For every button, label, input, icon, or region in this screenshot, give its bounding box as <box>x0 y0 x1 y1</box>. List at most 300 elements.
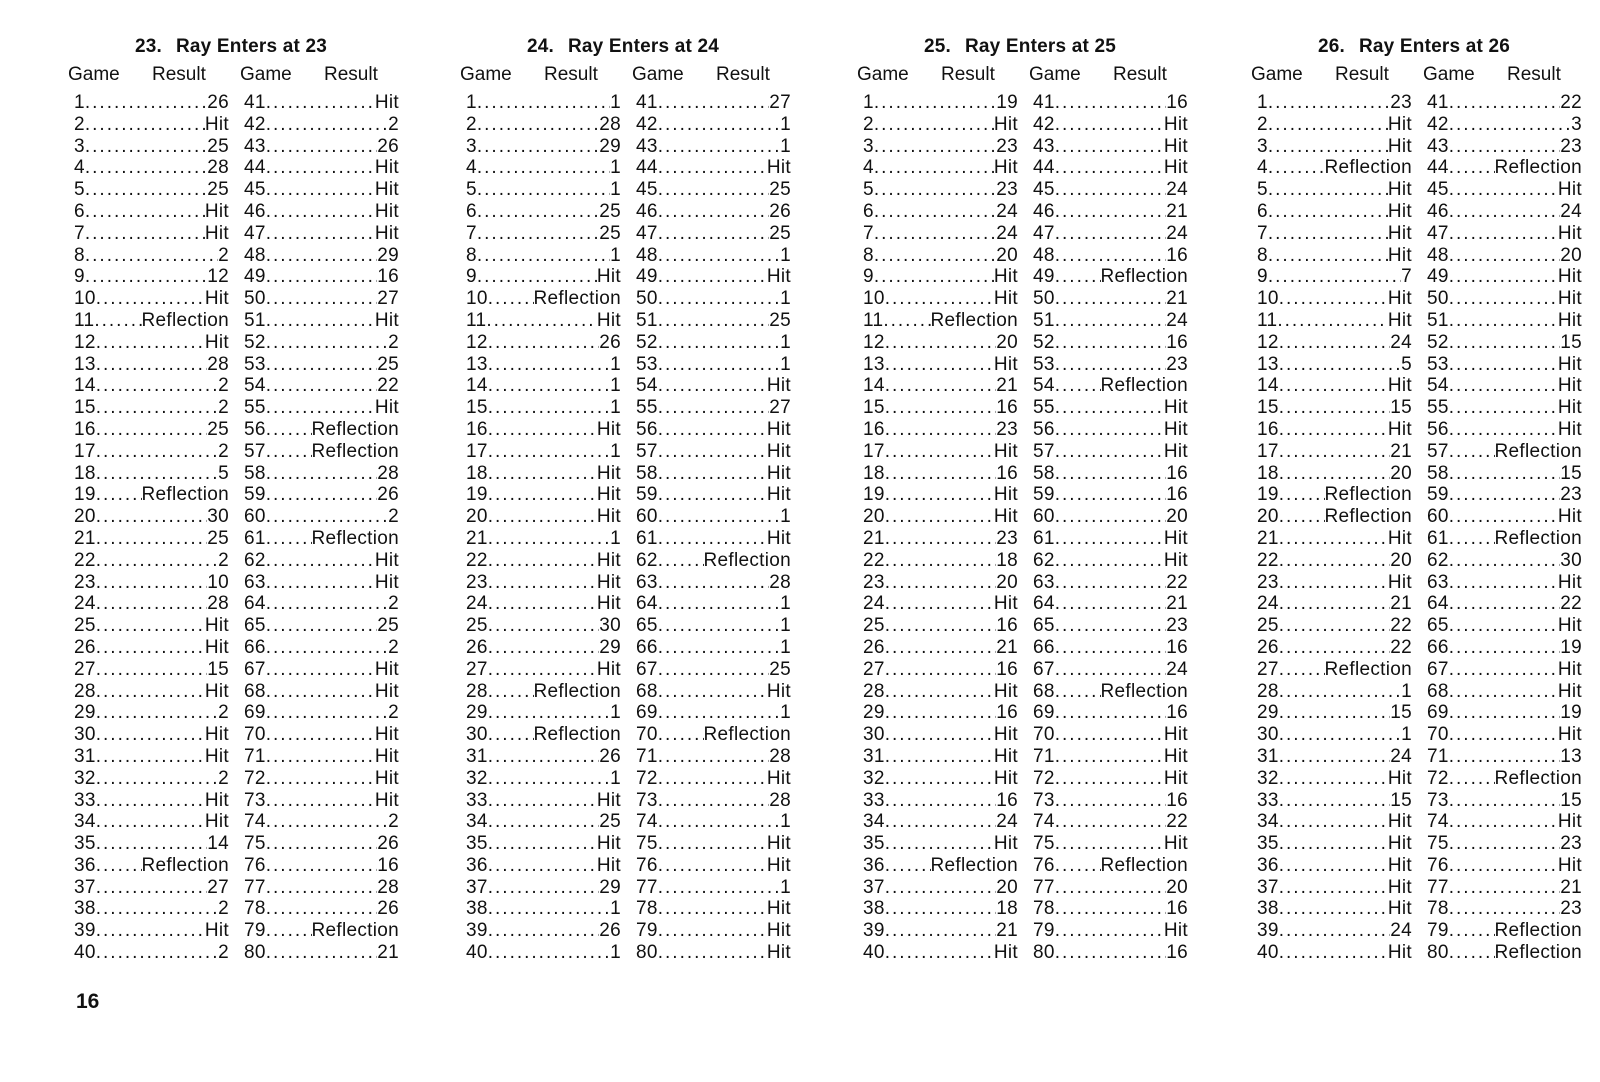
table-row <box>636 266 791 288</box>
game-number: 58 <box>1427 462 1449 484</box>
game-result: Hit <box>374 200 399 222</box>
table-row <box>244 681 399 703</box>
game-result: 28 <box>377 462 399 484</box>
dot-leader <box>1055 375 1101 397</box>
dot-leader <box>885 572 997 594</box>
table-row <box>863 245 1018 267</box>
game-result: Hit <box>1387 571 1412 593</box>
game-number: 35 <box>466 833 488 855</box>
game-result: Hit <box>766 680 791 702</box>
game-number: 19 <box>74 484 96 506</box>
game-number: 14 <box>466 375 488 397</box>
game-result: Hit <box>766 484 791 506</box>
table-row <box>863 681 1018 703</box>
game-result: 22 <box>1390 615 1412 637</box>
game-number: 72 <box>636 767 658 789</box>
dot-leader <box>266 310 375 332</box>
table-row <box>863 920 1018 942</box>
dot-leader <box>1449 746 1561 768</box>
rows-41-80 <box>1427 92 1582 964</box>
game-number: 36 <box>466 854 488 876</box>
game-number: 31 <box>74 745 96 767</box>
dot-leader <box>266 441 312 463</box>
game-number: 31 <box>466 745 488 767</box>
game-number: 65 <box>636 615 658 637</box>
table-row <box>636 506 791 528</box>
table-row <box>74 332 229 354</box>
rows-1-40 <box>863 92 1018 964</box>
table-row <box>466 637 621 659</box>
table-row <box>466 266 621 288</box>
game-number: 67 <box>244 658 266 680</box>
dot-leader <box>266 790 375 812</box>
table-row <box>1033 768 1188 790</box>
dot-leader <box>1268 92 1390 114</box>
dot-leader <box>658 179 770 201</box>
table-row <box>244 833 399 855</box>
game-result: 26 <box>377 135 399 157</box>
table-row <box>1033 572 1188 594</box>
dot-leader <box>488 506 597 528</box>
table-row <box>244 702 399 724</box>
dot-leader <box>1279 397 1391 419</box>
game-number: 28 <box>74 680 96 702</box>
dot-leader <box>1279 572 1388 594</box>
dot-leader <box>1055 572 1167 594</box>
game-result: Hit <box>374 309 399 331</box>
table-row <box>74 898 229 920</box>
dot-leader <box>874 179 996 201</box>
game-result: Hit <box>374 767 399 789</box>
game-number: 50 <box>244 288 266 310</box>
table-row <box>1257 877 1412 899</box>
game-result: 26 <box>769 200 791 222</box>
dot-leader <box>1055 288 1167 310</box>
game-number: 68 <box>1033 680 1055 702</box>
table-row <box>1033 746 1188 768</box>
game-number: 27 <box>74 658 96 680</box>
dot-leader <box>658 833 767 855</box>
table-row <box>1033 855 1188 877</box>
column-header-result: Result <box>1113 64 1167 85</box>
dot-leader <box>658 441 767 463</box>
game-number: 23 <box>1257 571 1279 593</box>
game-number: 72 <box>1427 767 1449 789</box>
table-row <box>466 572 621 594</box>
game-result: Hit <box>1387 898 1412 920</box>
dot-leader <box>266 833 378 855</box>
table-row <box>1257 310 1412 332</box>
dot-leader <box>658 877 780 899</box>
dot-leader <box>488 528 610 550</box>
game-result: Reflection <box>1494 157 1582 179</box>
game-result: Hit <box>993 833 1018 855</box>
game-number: 62 <box>1427 549 1449 571</box>
table-row <box>466 593 621 615</box>
game-result: Hit <box>596 484 621 506</box>
game-result: Hit <box>1387 200 1412 222</box>
game-result: 24 <box>996 222 1018 244</box>
table-row <box>1427 898 1582 920</box>
table-row <box>863 528 1018 550</box>
table-row <box>466 288 621 310</box>
game-number: 74 <box>1427 811 1449 833</box>
table-row <box>1257 463 1412 485</box>
game-number: 38 <box>74 898 96 920</box>
dot-leader <box>488 833 597 855</box>
game-result: Reflection <box>930 309 1018 331</box>
game-result: 28 <box>769 571 791 593</box>
table-row <box>1033 136 1188 158</box>
game-number: 46 <box>636 200 658 222</box>
game-result: 25 <box>769 658 791 680</box>
game-result: 21 <box>1390 593 1412 615</box>
game-result: Hit <box>993 593 1018 615</box>
table-row <box>636 877 791 899</box>
game-result: 16 <box>996 397 1018 419</box>
dot-leader <box>1268 201 1388 223</box>
dot-leader <box>1449 310 1558 332</box>
dot-leader <box>96 572 208 594</box>
game-result: 21 <box>996 375 1018 397</box>
game-number: 79 <box>1033 920 1055 942</box>
game-result: Hit <box>1387 418 1412 440</box>
table-row <box>1427 550 1582 572</box>
game-number: 8 <box>863 244 874 266</box>
table-row <box>636 942 791 964</box>
dot-leader <box>1055 528 1164 550</box>
game-result: 2 <box>388 636 399 658</box>
table-row <box>863 310 1018 332</box>
dot-leader <box>488 659 597 681</box>
game-result: Reflection <box>1494 767 1582 789</box>
table-row <box>466 681 621 703</box>
game-number: 39 <box>1257 920 1279 942</box>
game-number: 41 <box>636 92 658 113</box>
game-result: 30 <box>207 506 229 528</box>
game-number: 52 <box>244 331 266 353</box>
table-row <box>244 942 399 964</box>
dot-leader <box>266 855 378 877</box>
dot-leader <box>874 136 996 158</box>
rows-41-80 <box>636 92 791 964</box>
game-number: 15 <box>863 397 885 419</box>
game-number: 75 <box>244 833 266 855</box>
column-header-game: Game <box>632 64 684 85</box>
game-number: 70 <box>1427 724 1449 746</box>
game-result: 14 <box>207 833 229 855</box>
game-number: 21 <box>466 527 488 549</box>
game-result: Hit <box>596 506 621 528</box>
game-number: 50 <box>1427 288 1449 310</box>
table-row <box>1257 615 1412 637</box>
game-result: 22 <box>377 375 399 397</box>
table-row <box>863 288 1018 310</box>
table-row <box>1033 920 1188 942</box>
game-number: 28 <box>863 680 885 702</box>
game-result: 26 <box>377 484 399 506</box>
game-number: 29 <box>466 702 488 724</box>
column-header-result: Result <box>941 64 995 85</box>
dot-leader <box>658 724 704 746</box>
game-number: 76 <box>1033 854 1055 876</box>
game-number: 56 <box>636 418 658 440</box>
game-number: 68 <box>244 680 266 702</box>
game-number: 74 <box>244 811 266 833</box>
game-number: 22 <box>466 549 488 571</box>
dot-leader <box>874 245 996 267</box>
game-result: 19 <box>996 92 1018 113</box>
game-number: 10 <box>863 288 885 310</box>
game-result: 22 <box>1560 593 1582 615</box>
dot-leader <box>1055 136 1164 158</box>
game-number: 62 <box>636 549 658 571</box>
game-number: 32 <box>466 767 488 789</box>
dot-leader <box>1449 572 1558 594</box>
dot-leader <box>477 201 599 223</box>
game-number: 78 <box>1427 898 1449 920</box>
game-result: Reflection <box>1324 658 1412 680</box>
dot-leader <box>1449 898 1561 920</box>
game-result: 28 <box>599 113 621 135</box>
game-number: 47 <box>1033 222 1055 244</box>
dot-leader <box>1055 484 1167 506</box>
table-row <box>466 615 621 637</box>
dot-leader <box>658 790 770 812</box>
column-header-result: Result <box>152 64 206 85</box>
dot-leader <box>488 375 610 397</box>
game-number: 64 <box>636 593 658 615</box>
dot-leader <box>266 136 378 158</box>
table-row <box>1033 593 1188 615</box>
game-result: Hit <box>766 462 791 484</box>
game-result: 25 <box>377 353 399 375</box>
dot-leader <box>1055 419 1164 441</box>
table-row <box>1033 157 1188 179</box>
game-number: 77 <box>636 876 658 898</box>
table-row <box>636 484 791 506</box>
game-result: 25 <box>769 309 791 331</box>
game-result: 1 <box>610 527 621 549</box>
dot-leader <box>885 593 994 615</box>
game-number: 17 <box>1257 440 1279 462</box>
game-result: Hit <box>374 724 399 746</box>
dot-leader <box>85 266 207 288</box>
game-number: 26 <box>466 636 488 658</box>
game-result: Hit <box>993 484 1018 506</box>
dot-leader <box>1055 441 1164 463</box>
dot-leader <box>885 942 994 964</box>
game-number: 15 <box>1257 397 1279 419</box>
dot-leader <box>1279 419 1388 441</box>
table-row <box>466 463 621 485</box>
dot-leader <box>885 659 997 681</box>
game-number: 32 <box>74 767 96 789</box>
game-result: Hit <box>1557 266 1582 288</box>
table-row <box>863 266 1018 288</box>
game-number: 51 <box>1427 309 1449 331</box>
game-number: 52 <box>1427 331 1449 353</box>
game-result: Hit <box>374 549 399 571</box>
game-number: 49 <box>1427 266 1449 288</box>
dot-leader <box>1279 811 1388 833</box>
table-row <box>74 637 229 659</box>
dot-leader <box>1279 790 1391 812</box>
table-row <box>244 637 399 659</box>
dot-leader <box>1449 288 1558 310</box>
game-number: 60 <box>636 506 658 528</box>
game-result: Hit <box>596 593 621 615</box>
game-result: 16 <box>1166 331 1188 353</box>
table-row <box>74 310 229 332</box>
game-result: 21 <box>1166 593 1188 615</box>
game-result: 26 <box>599 331 621 353</box>
dot-leader <box>874 157 994 179</box>
table-row <box>1257 790 1412 812</box>
table-row <box>74 157 229 179</box>
game-number: 6 <box>74 200 85 222</box>
dot-leader <box>1055 201 1167 223</box>
dot-leader <box>96 898 218 920</box>
table-row <box>1033 659 1188 681</box>
game-number: 19 <box>863 484 885 506</box>
game-number: 18 <box>1257 462 1279 484</box>
table-row <box>1257 288 1412 310</box>
dot-leader <box>1055 637 1167 659</box>
dot-leader <box>1279 354 1401 376</box>
game-result: Hit <box>374 680 399 702</box>
table-row <box>1257 441 1412 463</box>
table-row <box>1427 833 1582 855</box>
game-result: Hit <box>1557 418 1582 440</box>
dot-leader <box>885 463 997 485</box>
dot-leader <box>1279 659 1325 681</box>
game-result: Hit <box>766 440 791 462</box>
table-row <box>1033 245 1188 267</box>
game-result: Hit <box>1387 942 1412 964</box>
dot-leader <box>885 877 997 899</box>
table-row <box>636 550 791 572</box>
game-result: 1 <box>780 702 791 724</box>
dot-leader <box>658 397 770 419</box>
dot-leader <box>658 157 767 179</box>
dot-leader <box>266 681 375 703</box>
dot-leader <box>1268 157 1325 179</box>
game-result: 19 <box>1560 636 1582 658</box>
dot-leader <box>1449 877 1561 899</box>
dot-leader <box>1055 790 1167 812</box>
game-result: 25 <box>769 179 791 201</box>
game-result: Hit <box>766 157 791 179</box>
game-result: Hit <box>374 92 399 113</box>
table-row <box>863 201 1018 223</box>
game-result: 2 <box>218 375 229 397</box>
table-row <box>1033 637 1188 659</box>
dot-leader <box>874 114 994 136</box>
dot-leader <box>883 310 930 332</box>
game-result: 23 <box>1560 833 1582 855</box>
table-row <box>636 463 791 485</box>
dot-leader <box>85 179 207 201</box>
table-row <box>636 375 791 397</box>
dot-leader <box>658 266 767 288</box>
dot-leader <box>96 833 208 855</box>
game-number: 20 <box>863 506 885 528</box>
game-number: 80 <box>244 942 266 964</box>
game-number: 56 <box>1033 418 1055 440</box>
table-row <box>636 332 791 354</box>
game-result: 25 <box>207 527 229 549</box>
table-row <box>244 441 399 463</box>
dot-leader <box>1449 528 1495 550</box>
table-row <box>74 114 229 136</box>
game-number: 45 <box>1427 179 1449 201</box>
table-row <box>1033 419 1188 441</box>
table-row <box>74 550 229 572</box>
dot-leader <box>658 484 767 506</box>
game-number: 32 <box>1257 767 1279 789</box>
dot-leader <box>1449 332 1561 354</box>
dot-leader <box>1449 615 1558 637</box>
table-row <box>466 419 621 441</box>
game-result: 1 <box>610 440 621 462</box>
game-result: 21 <box>1560 876 1582 898</box>
table-row <box>863 136 1018 158</box>
dot-leader <box>266 332 388 354</box>
game-number: 7 <box>1257 222 1268 244</box>
game-number: 36 <box>74 854 96 876</box>
dot-leader <box>658 942 767 964</box>
dot-leader <box>1277 310 1388 332</box>
game-number: 7 <box>74 222 85 244</box>
game-result: 2 <box>218 549 229 571</box>
table-row <box>1427 484 1582 506</box>
dot-leader <box>1055 702 1167 724</box>
game-number: 47 <box>1427 222 1449 244</box>
game-number: 19 <box>1257 484 1279 506</box>
game-result: Hit <box>1557 397 1582 419</box>
dot-leader <box>1268 136 1388 158</box>
game-number: 79 <box>636 920 658 942</box>
dot-leader <box>1279 288 1388 310</box>
dot-leader <box>1279 441 1391 463</box>
game-number: 4 <box>466 157 477 179</box>
table-row <box>1427 310 1582 332</box>
dot-leader <box>266 114 388 136</box>
game-number: 14 <box>863 375 885 397</box>
game-result: Reflection <box>141 854 229 876</box>
game-number: 30 <box>466 724 488 746</box>
game-result: 27 <box>769 92 791 113</box>
dot-leader <box>885 484 994 506</box>
table-row <box>244 768 399 790</box>
dot-leader <box>1055 397 1164 419</box>
dot-leader <box>85 114 205 136</box>
game-result: Reflection <box>311 418 399 440</box>
game-result: 20 <box>996 571 1018 593</box>
game-number: 34 <box>466 811 488 833</box>
game-result: 16 <box>1166 92 1188 113</box>
game-number: 9 <box>1257 266 1268 288</box>
game-number: 65 <box>1427 615 1449 637</box>
dot-leader <box>1449 724 1558 746</box>
game-result: 24 <box>1166 222 1188 244</box>
game-number: 38 <box>466 898 488 920</box>
game-result: 23 <box>996 418 1018 440</box>
dot-leader <box>1449 266 1558 288</box>
game-result: 15 <box>1390 397 1412 419</box>
game-number: 51 <box>1033 309 1055 331</box>
